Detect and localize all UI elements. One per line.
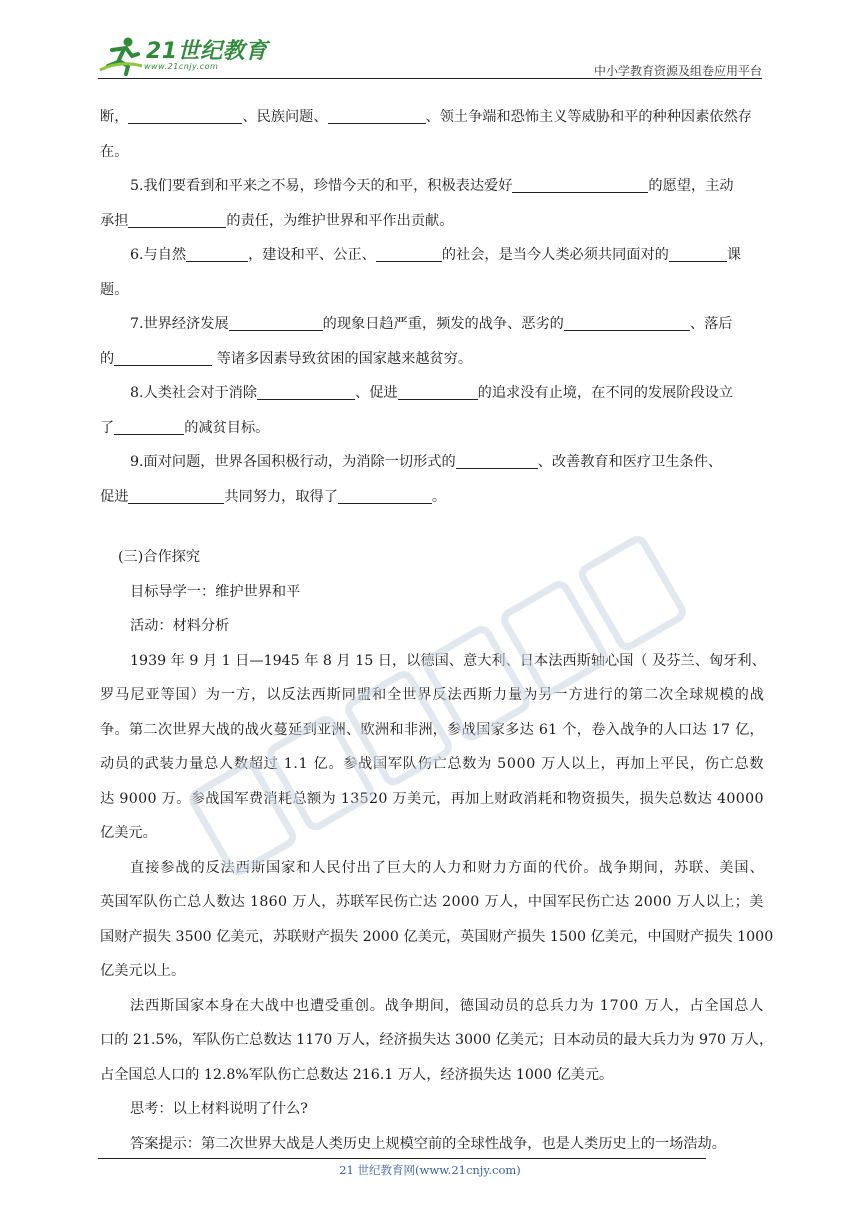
paragraph-line: 国 财 产 损 失 3 5 0 0 亿 美 元 ， 苏 联 财 产 损 失 2 0 0 0 亿 美 元 ， 英 国 财 产 损 失 1 5 0 0 亿 美 元 ， 中 国 财 产 损 失 1 0 0 0 xyxy=(100,928,774,945)
blank-line xyxy=(128,209,226,228)
paragraph-line: 英 国 军 队 伤 亡 总 人 数 达 1 8 6 0 万 人 ， 苏 联 军 民 伤 亡 达 2 0 0 0 万 人 ， 中 国 军 民 伤 亡 达 2 0 0 0 万 人 以 上 ； 美 xyxy=(100,894,764,910)
header-divider xyxy=(98,78,762,79)
paragraph-line: 1 9 3 9 年 9 月 1 日 — 1 9 4 5 年 8 月 1 5 日 ， 以 德 国 、 意 大 利 、 日 本 法 西 斯 轴 心 国 （ 及 芬 兰 、 匈 牙 利 、 xyxy=(130,652,766,669)
text: 承担 xyxy=(100,212,129,229)
inquiry-section xyxy=(100,540,774,1161)
text-line xyxy=(100,135,764,170)
text: 课 xyxy=(726,247,742,263)
paragraph-line: 亿美元以上。 xyxy=(100,963,186,979)
text: 促进 xyxy=(100,488,129,505)
fill-blank-section xyxy=(100,100,764,514)
text: 6.与自然 xyxy=(130,247,187,263)
question-9 xyxy=(100,445,764,480)
question-6 xyxy=(100,238,764,273)
footer-link[interactable]: 21 世纪教育网(www.21cnjy.com) xyxy=(339,1163,521,1177)
text: 的追求没有止境，在不同的发展阶段设立 xyxy=(477,385,734,401)
text-line xyxy=(100,411,764,446)
paragraph-line: 罗 马 尼 亚 等 国 ） 为 一 方 ， 以 反 法 西 斯 同 盟 和 全 世 界 反 法 西 斯 力 量 为 另 一 方 进 行 的 第 二 次 全 球 规 模 的 战 xyxy=(100,687,764,703)
activity-heading: 活动：材料分析 xyxy=(130,618,230,634)
text: 、改善教育和医疗卫生条件、 xyxy=(537,454,723,470)
blank-line xyxy=(456,450,538,469)
blank-line xyxy=(186,243,248,262)
question-8 xyxy=(100,376,764,411)
text: 题。 xyxy=(100,281,129,298)
text: 8.人类社会对于消除 xyxy=(130,385,258,401)
blank-line xyxy=(338,485,432,504)
paragraph-line: 直 接 参 战 的 反 法 西 斯 国 家 和 人 民 付 出 了 巨 大 的 人 力 和 财 力 方 面 的 代 价 。 战 争 期 间 ， 苏 联 、 美 国 、 xyxy=(130,859,764,876)
paragraph-line: 口 的 2 1 . 5 % ， 军 队 伤 亡 总 数 达 1 1 7 0 万 人 ， 经 济 损 失 达 3 0 0 0 亿 美 元 ； 日 本 动 员 的 最 大 兵 力 为 9 7 0 万 人 ， xyxy=(100,1032,774,1048)
think-question: 思考：以上材料说明了什么? xyxy=(130,1101,308,1117)
blank-line xyxy=(257,381,355,400)
paragraph-line: 占全国总人口的 12.8%军队伤亡总数达 216.1 万人，经济损失达 1000 亿美元。 xyxy=(100,1066,614,1083)
text: 9.面对问题，世界各国积极行动，为消除一切形式的 xyxy=(130,454,456,470)
blank-line xyxy=(128,105,242,124)
blank-line xyxy=(229,312,323,331)
text: 断， xyxy=(100,109,129,125)
paragraph-line: 动 员 的 武 装 力 量 总 人 数 超 过 1 . 1 亿 。 参 战 国 军 队 伤 亡 总 数 为 5 0 0 0 万 人 以 上 ， 再 加 上 平 民 ， 伤 亡 总 数 xyxy=(100,756,764,772)
text: 的减贫目标。 xyxy=(184,419,270,436)
text: 的愿望，主动 xyxy=(648,178,734,194)
blank-line xyxy=(376,243,442,262)
question-5 xyxy=(100,169,764,204)
goal-heading: 目标导学一：维护世界和平 xyxy=(130,583,301,600)
text: 5.我们要看到和平来之不易，珍惜今天的和平，积极表达爱好 xyxy=(130,178,513,194)
paragraph-line: 争 。 第 二 次 世 界 大 战 的 战 火 蔓 延 到 亚 洲 、 欧 洲 和 非 洲 ， 参 战 国 家 多 达 6 1 个 ， 卷 入 战 争 的 人 口 达 1 7 亿 ， xyxy=(100,721,764,738)
text: 的责任，为维护世界和平作出贡献。 xyxy=(226,212,454,229)
text-line xyxy=(100,273,764,308)
runner-icon xyxy=(98,36,144,76)
text: 、促进 xyxy=(355,385,398,401)
blank-line xyxy=(564,312,690,331)
logo-text: 21世纪教育 xyxy=(146,39,268,64)
blank-line xyxy=(669,243,727,262)
text-line xyxy=(100,480,764,515)
paragraph-line: 亿美元。 xyxy=(100,825,157,841)
question-7 xyxy=(100,307,764,342)
text-line xyxy=(100,100,764,135)
blank-line xyxy=(512,174,648,193)
text: 共同努力，取得了 xyxy=(224,488,338,505)
text: ，建设和平、公正、 xyxy=(248,247,376,263)
text: 的 xyxy=(100,350,115,367)
text: 、领土争端和恐怖主义等威胁和平的种种因素依然存 xyxy=(425,109,752,125)
paragraph-line: 达 9 0 0 0 万 。 参 战 国 军 费 消 耗 总 额 为 1 3 5 2 0 万 美 元 ， 再 加 上 财 政 消 耗 和 物 资 损 失 ， 损 失 总 数 达 4 0 0 0 0 xyxy=(100,790,764,807)
text: 了 xyxy=(100,419,115,436)
text: 在。 xyxy=(100,143,129,160)
platform-title: 中小学教育资源及组卷应用平台 xyxy=(593,64,762,78)
blank-line xyxy=(328,105,426,124)
blank-line xyxy=(128,485,224,504)
blank-line xyxy=(114,347,212,366)
answer-hint: 答案提示：第二次世界大战是人类历史上规模空前的全球性战争，也是人类历史上的一场浩劫。 xyxy=(130,1135,726,1152)
blank-line xyxy=(114,416,184,435)
text: 。 xyxy=(431,488,447,505)
text: 、落后 xyxy=(689,316,733,332)
text-line xyxy=(100,204,764,239)
text: 、民族问题、 xyxy=(242,109,328,125)
text: 的社会，是当今人类必须共同面对的 xyxy=(441,247,669,263)
text: 7.世界经济发展 xyxy=(130,316,229,332)
page-header xyxy=(98,36,762,80)
text: 等诸多因素导致贫困的国家越来越贫穷。 xyxy=(212,350,473,367)
text-line xyxy=(100,342,764,377)
text: 的现象日趋严重，频发的战争、恶劣的 xyxy=(322,316,564,332)
blank-line xyxy=(398,381,478,400)
logo-url: www.21cnjy.com xyxy=(144,62,219,71)
site-logo xyxy=(98,36,268,78)
footer-divider xyxy=(98,1158,706,1159)
paragraph-line: 法 西 斯 国 家 本 身 在 大 战 中 也 遭 受 重 创 。 战 争 期 间 ， 德 国 动 员 的 总 兵 力 为 1 7 0 0 万 人 ， 占 全 国 总 人 xyxy=(130,997,764,1014)
section-heading: (三)合作探究 xyxy=(118,549,201,565)
